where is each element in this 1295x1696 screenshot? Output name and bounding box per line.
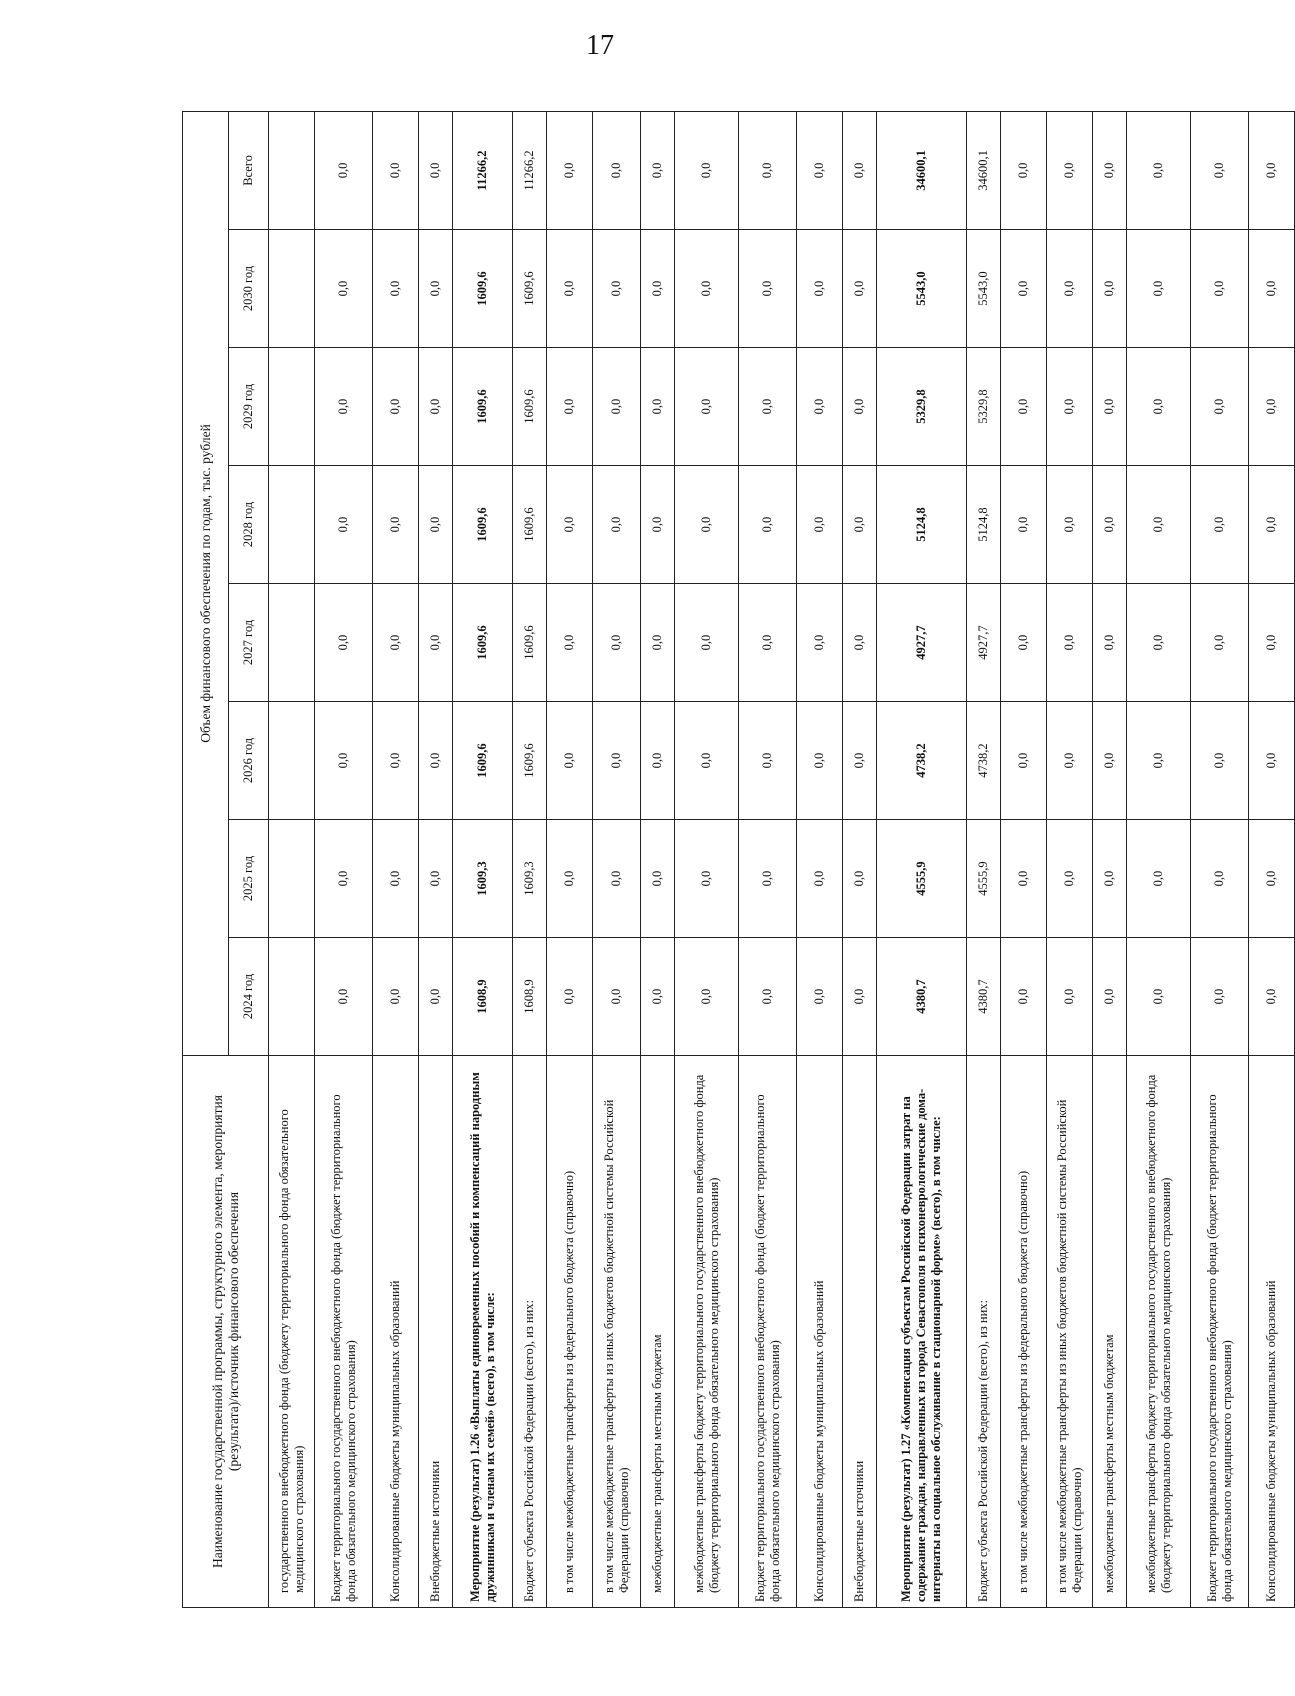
total-cell: 0,0 bbox=[547, 111, 593, 229]
total-cell: 0,0 bbox=[797, 111, 843, 229]
value-cell: 0,0 bbox=[1249, 230, 1295, 348]
total-cell: 0,0 bbox=[843, 111, 877, 229]
value-cell: 0,0 bbox=[547, 820, 593, 938]
value-cell: 5124,8 bbox=[967, 466, 1001, 584]
total-cell: 0,0 bbox=[1047, 111, 1093, 229]
table-row bbox=[739, 111, 797, 1607]
value-cell: 0,0 bbox=[593, 702, 641, 820]
value-cell: 1609,6 bbox=[453, 348, 513, 466]
value-cell: 0,0 bbox=[419, 466, 453, 584]
total-cell: 0,0 bbox=[675, 111, 739, 229]
value-cell: 0,0 bbox=[419, 702, 453, 820]
value-cell: 1609,6 bbox=[453, 230, 513, 348]
value-cell: 0,0 bbox=[1249, 938, 1295, 1056]
value-cell: 0,0 bbox=[1093, 938, 1127, 1056]
value-cell: 0,0 bbox=[1127, 466, 1191, 584]
value-cell: 0,0 bbox=[1249, 348, 1295, 466]
value-cell: 0,0 bbox=[739, 820, 797, 938]
table-row bbox=[453, 111, 513, 1607]
value-cell: 0,0 bbox=[547, 348, 593, 466]
value-cell: 0,0 bbox=[1191, 466, 1249, 584]
value-cell: 0,0 bbox=[1093, 348, 1127, 466]
value-cell: 0,0 bbox=[1127, 584, 1191, 702]
table-row bbox=[315, 111, 373, 1607]
rotated-page-content bbox=[182, 112, 1279, 1608]
row-label: государственного внебюджетного фонда (бюджету территориального фонда обязательного медицинского страхования) bbox=[269, 1056, 315, 1608]
row-label: в том числе межбюджетные трансферты из федерального бюджета (справочно) bbox=[1001, 1056, 1047, 1608]
total-cell: 0,0 bbox=[1093, 111, 1127, 229]
value-cell: 5124,8 bbox=[877, 466, 967, 584]
value-cell: 0,0 bbox=[1093, 230, 1127, 348]
value-cell bbox=[269, 938, 315, 1056]
total-cell: 0,0 bbox=[1127, 111, 1191, 229]
row-label: межбюджетные трансферты бюджету территориального государственного внебюджетного фонда (бюджету территориального фонда обязательного медицинского страхования) bbox=[1127, 1056, 1191, 1608]
value-cell: 0,0 bbox=[1001, 584, 1047, 702]
value-cell: 0,0 bbox=[1127, 938, 1191, 1056]
value-cell: 0,0 bbox=[1249, 820, 1295, 938]
value-cell: 0,0 bbox=[675, 584, 739, 702]
value-cell: 0,0 bbox=[373, 938, 419, 1056]
value-cell: 0,0 bbox=[675, 702, 739, 820]
row-label: межбюджетные трансферты бюджету территориального государственного внебюджетного фонда (бюджету территориального фонда обязательного медицинского страхования) bbox=[675, 1056, 739, 1608]
table-row bbox=[843, 111, 877, 1607]
table-row bbox=[675, 111, 739, 1607]
value-cell: 1609,6 bbox=[453, 466, 513, 584]
value-cell bbox=[269, 702, 315, 820]
value-cell: 0,0 bbox=[739, 230, 797, 348]
total-header: Всего bbox=[229, 111, 269, 229]
row-label: Консолидированные бюджеты муниципальных образований bbox=[1249, 1056, 1295, 1608]
value-cell: 0,0 bbox=[547, 466, 593, 584]
value-cell: 4555,9 bbox=[877, 820, 967, 938]
value-cell: 0,0 bbox=[641, 466, 675, 584]
year-header: 2026 год bbox=[229, 702, 269, 820]
value-cell: 0,0 bbox=[373, 466, 419, 584]
row-label: Бюджет территориального государственного внебюджетного фонда (бюджет территориального фонда обязательного медицинского страхования) bbox=[1191, 1056, 1249, 1608]
value-cell: 0,0 bbox=[1127, 820, 1191, 938]
value-cell: 1608,9 bbox=[453, 938, 513, 1056]
year-header: 2029 год bbox=[229, 348, 269, 466]
value-cell: 4927,7 bbox=[967, 584, 1001, 702]
row-label: Консолидированные бюджеты муниципальных образований bbox=[373, 1056, 419, 1608]
funding-group-header: Объем финансового обеспечения по годам, тыс. рублей bbox=[183, 111, 229, 1055]
value-cell: 0,0 bbox=[641, 938, 675, 1056]
row-label: Бюджет территориального государственного внебюджетного фонда (бюджет территориального фонда обязательного медицинского страхования) bbox=[315, 1056, 373, 1608]
table-row bbox=[1001, 111, 1047, 1607]
table-row bbox=[419, 111, 453, 1607]
total-cell: 0,0 bbox=[593, 111, 641, 229]
value-cell: 0,0 bbox=[373, 584, 419, 702]
value-cell: 0,0 bbox=[739, 584, 797, 702]
value-cell: 4738,2 bbox=[877, 702, 967, 820]
value-cell: 0,0 bbox=[1191, 938, 1249, 1056]
row-label: Бюджет субъекта Российской Федерации (всего), из них: bbox=[967, 1056, 1001, 1608]
value-cell: 0,0 bbox=[419, 348, 453, 466]
value-cell: 0,0 bbox=[739, 348, 797, 466]
value-cell: 4555,9 bbox=[967, 820, 1001, 938]
row-label: межбюджетные трансферты местным бюджетам bbox=[1093, 1056, 1127, 1608]
value-cell: 0,0 bbox=[1047, 820, 1093, 938]
table-row bbox=[1093, 111, 1127, 1607]
value-cell: 0,0 bbox=[1249, 584, 1295, 702]
value-cell bbox=[269, 348, 315, 466]
table-body bbox=[269, 111, 1295, 1607]
value-cell: 0,0 bbox=[1047, 702, 1093, 820]
value-cell: 4380,7 bbox=[877, 938, 967, 1056]
value-cell: 0,0 bbox=[547, 702, 593, 820]
value-cell: 0,0 bbox=[843, 820, 877, 938]
value-cell: 0,0 bbox=[1093, 466, 1127, 584]
value-cell: 0,0 bbox=[843, 348, 877, 466]
value-cell bbox=[269, 820, 315, 938]
total-cell: 0,0 bbox=[1001, 111, 1047, 229]
table-row bbox=[269, 111, 315, 1607]
total-cell: 34600,1 bbox=[877, 111, 967, 229]
value-cell: 0,0 bbox=[1249, 466, 1295, 584]
row-label: Консолидированные бюджеты муниципальных образований bbox=[797, 1056, 843, 1608]
row-label: Внебюджетные источники bbox=[843, 1056, 877, 1608]
row-label: Бюджет территориального государственного внебюджетного фонда (бюджет территориального фонда обязательного медицинского страхования) bbox=[739, 1056, 797, 1608]
value-cell: 0,0 bbox=[315, 702, 373, 820]
value-cell: 0,0 bbox=[593, 820, 641, 938]
value-cell: 0,0 bbox=[547, 938, 593, 1056]
table-header bbox=[183, 111, 269, 1607]
value-cell: 0,0 bbox=[675, 230, 739, 348]
value-cell: 0,0 bbox=[373, 702, 419, 820]
total-cell: 11266,2 bbox=[453, 111, 513, 229]
value-cell: 0,0 bbox=[315, 938, 373, 1056]
total-cell: 0,0 bbox=[1249, 111, 1295, 229]
value-cell: 1608,9 bbox=[513, 938, 547, 1056]
year-header: 2025 год bbox=[229, 820, 269, 938]
value-cell: 0,0 bbox=[1001, 702, 1047, 820]
table-row bbox=[547, 111, 593, 1607]
value-cell: 5543,0 bbox=[877, 230, 967, 348]
value-cell: 0,0 bbox=[797, 584, 843, 702]
value-cell bbox=[269, 466, 315, 584]
value-cell: 0,0 bbox=[315, 230, 373, 348]
value-cell: 0,0 bbox=[419, 584, 453, 702]
value-cell: 0,0 bbox=[843, 230, 877, 348]
total-cell bbox=[269, 111, 315, 229]
value-cell: 0,0 bbox=[675, 820, 739, 938]
value-cell: 0,0 bbox=[1001, 820, 1047, 938]
value-cell bbox=[269, 584, 315, 702]
value-cell: 0,0 bbox=[1191, 702, 1249, 820]
row-label: в том числе межбюджетные трансферты из иных бюджетов бюджетной системы Российской Федерации (справочно) bbox=[1047, 1056, 1093, 1608]
value-cell: 0,0 bbox=[315, 820, 373, 938]
table-row bbox=[1127, 111, 1191, 1607]
total-cell: 0,0 bbox=[739, 111, 797, 229]
table-row bbox=[797, 111, 843, 1607]
value-cell: 0,0 bbox=[739, 466, 797, 584]
value-cell: 1609,3 bbox=[513, 820, 547, 938]
row-label: Бюджет субъекта Российской Федерации (всего), из них: bbox=[513, 1056, 547, 1608]
value-cell: 0,0 bbox=[797, 820, 843, 938]
value-cell: 5329,8 bbox=[877, 348, 967, 466]
total-cell: 0,0 bbox=[315, 111, 373, 229]
value-cell: 0,0 bbox=[1047, 584, 1093, 702]
value-cell: 1609,6 bbox=[513, 230, 547, 348]
value-cell: 0,0 bbox=[1047, 938, 1093, 1056]
total-cell: 0,0 bbox=[1191, 111, 1249, 229]
table-row bbox=[641, 111, 675, 1607]
table-row bbox=[513, 111, 547, 1607]
table-row bbox=[1047, 111, 1093, 1607]
value-cell: 0,0 bbox=[797, 348, 843, 466]
value-cell: 0,0 bbox=[739, 702, 797, 820]
value-cell: 0,0 bbox=[1093, 820, 1127, 938]
value-cell: 5543,0 bbox=[967, 230, 1001, 348]
value-cell: 0,0 bbox=[315, 466, 373, 584]
value-cell: 0,0 bbox=[1001, 230, 1047, 348]
value-cell: 0,0 bbox=[797, 702, 843, 820]
total-cell: 34600,1 bbox=[967, 111, 1001, 229]
table-row bbox=[967, 111, 1001, 1607]
value-cell: 1609,6 bbox=[513, 584, 547, 702]
value-cell: 0,0 bbox=[1191, 230, 1249, 348]
row-label: Мероприятие (результат) 1.27 «Компенсация субъектам Российской Федерации затрат на содержание граждан, направленных из города Севастополя в психоневрологические дома-интернаты на социальное обслуживание в стационарной форме» (всего), в том числе: bbox=[877, 1056, 967, 1608]
value-cell: 0,0 bbox=[1191, 820, 1249, 938]
value-cell: 0,0 bbox=[675, 466, 739, 584]
value-cell: 0,0 bbox=[1249, 702, 1295, 820]
value-cell: 0,0 bbox=[593, 466, 641, 584]
year-header: 2024 год bbox=[229, 938, 269, 1056]
value-cell: 0,0 bbox=[739, 938, 797, 1056]
value-cell: 1609,6 bbox=[453, 584, 513, 702]
value-cell: 0,0 bbox=[315, 348, 373, 466]
value-cell: 0,0 bbox=[593, 938, 641, 1056]
value-cell: 0,0 bbox=[1127, 230, 1191, 348]
value-cell: 0,0 bbox=[419, 938, 453, 1056]
value-cell: 0,0 bbox=[641, 820, 675, 938]
row-label: Мероприятие (результат) 1.26 «Выплаты единовременных пособий и компенсаций народным дружинникам и членам их семей» (всего), в том числе: bbox=[453, 1056, 513, 1608]
row-label: в том числе межбюджетные трансферты из иных бюджетов бюджетной системы Российской Федерации (справочно) bbox=[593, 1056, 641, 1608]
year-header: 2027 год bbox=[229, 584, 269, 702]
value-cell: 0,0 bbox=[373, 820, 419, 938]
value-cell: 0,0 bbox=[675, 938, 739, 1056]
year-header: 2030 год bbox=[229, 230, 269, 348]
value-cell: 0,0 bbox=[1093, 584, 1127, 702]
financing-table bbox=[182, 111, 1295, 1608]
name-column-header: Наименование государственной программы, структурного элемента, мероприятия (результата)/источник финансового обеспечения bbox=[183, 1056, 269, 1608]
table-row bbox=[1191, 111, 1249, 1607]
table-row bbox=[1249, 111, 1295, 1607]
value-cell: 0,0 bbox=[593, 230, 641, 348]
value-cell: 0,0 bbox=[1047, 466, 1093, 584]
value-cell: 0,0 bbox=[593, 348, 641, 466]
value-cell: 1609,3 bbox=[453, 820, 513, 938]
value-cell: 0,0 bbox=[843, 938, 877, 1056]
value-cell: 0,0 bbox=[373, 348, 419, 466]
value-cell: 0,0 bbox=[373, 230, 419, 348]
total-cell: 0,0 bbox=[641, 111, 675, 229]
row-label: в том числе межбюджетные трансферты из федерального бюджета (справочно) bbox=[547, 1056, 593, 1608]
value-cell: 0,0 bbox=[419, 230, 453, 348]
value-cell: 0,0 bbox=[593, 584, 641, 702]
value-cell: 0,0 bbox=[1127, 348, 1191, 466]
value-cell: 4927,7 bbox=[877, 584, 967, 702]
value-cell: 0,0 bbox=[843, 584, 877, 702]
value-cell: 0,0 bbox=[797, 466, 843, 584]
table-row bbox=[373, 111, 419, 1607]
value-cell: 0,0 bbox=[315, 584, 373, 702]
value-cell: 0,0 bbox=[1191, 584, 1249, 702]
value-cell: 0,0 bbox=[1001, 348, 1047, 466]
value-cell: 0,0 bbox=[675, 348, 739, 466]
value-cell: 0,0 bbox=[1191, 348, 1249, 466]
value-cell: 4380,7 bbox=[967, 938, 1001, 1056]
value-cell: 0,0 bbox=[797, 230, 843, 348]
value-cell: 0,0 bbox=[547, 230, 593, 348]
value-cell: 1609,6 bbox=[513, 702, 547, 820]
table-row bbox=[877, 111, 967, 1607]
value-cell: 0,0 bbox=[1001, 466, 1047, 584]
value-cell: 0,0 bbox=[1047, 230, 1093, 348]
value-cell bbox=[269, 230, 315, 348]
value-cell: 1609,6 bbox=[453, 702, 513, 820]
value-cell: 0,0 bbox=[1047, 348, 1093, 466]
value-cell: 0,0 bbox=[1127, 702, 1191, 820]
value-cell: 0,0 bbox=[641, 584, 675, 702]
total-cell: 0,0 bbox=[373, 111, 419, 229]
total-cell: 0,0 bbox=[419, 111, 453, 229]
table-row bbox=[593, 111, 641, 1607]
value-cell: 0,0 bbox=[419, 820, 453, 938]
rotated-table-container bbox=[182, 112, 1279, 1608]
value-cell: 0,0 bbox=[843, 466, 877, 584]
value-cell: 5329,8 bbox=[967, 348, 1001, 466]
value-cell: 0,0 bbox=[797, 938, 843, 1056]
value-cell: 1609,6 bbox=[513, 348, 547, 466]
year-header: 2028 год bbox=[229, 466, 269, 584]
value-cell: 0,0 bbox=[641, 702, 675, 820]
value-cell: 0,0 bbox=[1001, 938, 1047, 1056]
value-cell: 1609,6 bbox=[513, 466, 547, 584]
value-cell: 0,0 bbox=[641, 348, 675, 466]
page-number: 17 bbox=[586, 30, 614, 61]
total-cell: 11266,2 bbox=[513, 111, 547, 229]
row-label: межбюджетные трансферты местным бюджетам bbox=[641, 1056, 675, 1608]
value-cell: 0,0 bbox=[641, 230, 675, 348]
row-label: Внебюджетные источники bbox=[419, 1056, 453, 1608]
value-cell: 4738,2 bbox=[967, 702, 1001, 820]
value-cell: 0,0 bbox=[1093, 702, 1127, 820]
value-cell: 0,0 bbox=[843, 702, 877, 820]
value-cell: 0,0 bbox=[547, 584, 593, 702]
